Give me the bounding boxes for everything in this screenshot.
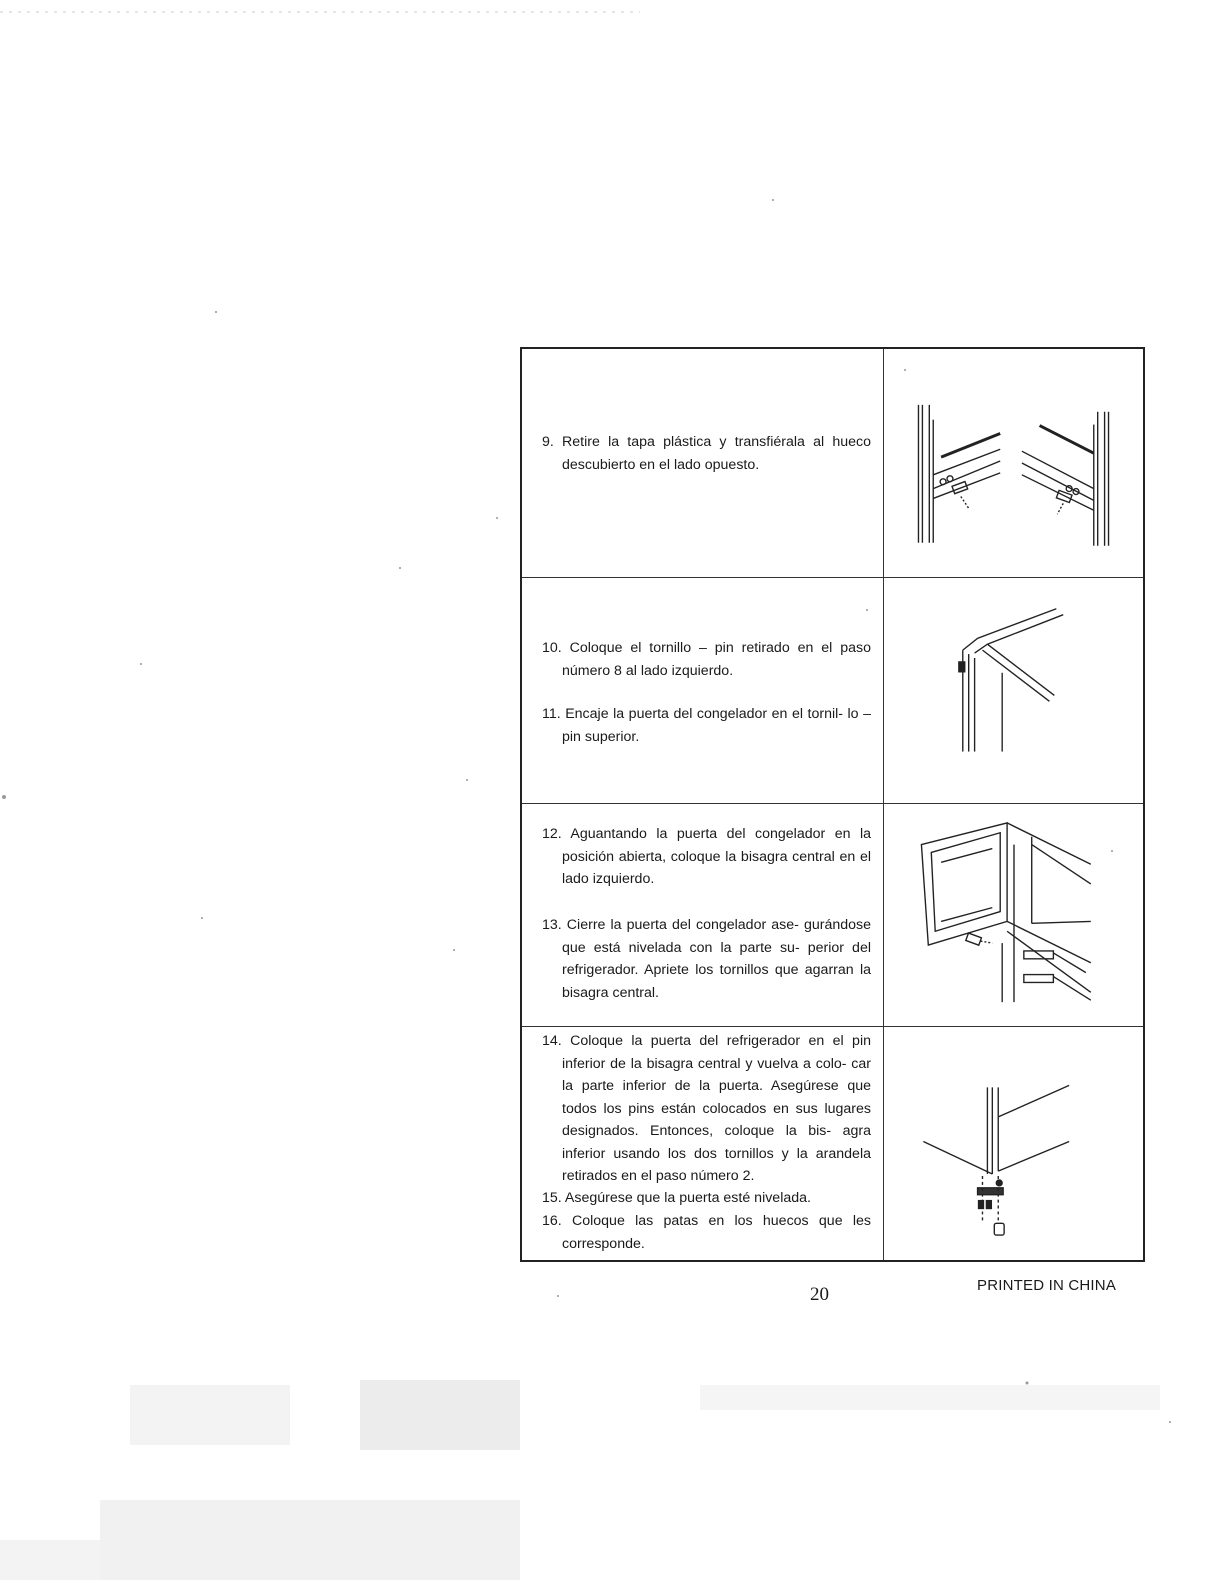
step-15: 15. Asegúrese que la puerta esté nivelada. (542, 1190, 811, 1206)
hinge-pin-illustration (884, 578, 1143, 803)
central-hinge-illustration (884, 804, 1143, 1026)
instruction-text-cell (522, 804, 884, 1026)
illustration-cell (884, 1027, 1143, 1260)
page-number: 20 (810, 1284, 829, 1305)
step-14: 14. Coloque la puerta del refrigerador en el pin inferior de la bisagra central y vuelva a colo- car la parte inferior de la puerta. Asegúrese que todos los pins están colocados en sus lugares designados. Entonces, coloque la bis- agra inferior usando los dos tornillos y la arandela retirados en el paso número 2. (542, 1033, 871, 1184)
step-11: 11. Encaje la puerta del congelador en el tornil- lo – pin superior. (542, 706, 871, 745)
instruction-table (520, 347, 1145, 1262)
instruction-text-cell (522, 1027, 884, 1260)
lower-hinge-illustration (884, 1027, 1143, 1260)
instruction-row-1 (522, 349, 1143, 577)
instruction-text-cell (522, 349, 884, 577)
printed-in-label: PRINTED IN CHINA (977, 1277, 1117, 1294)
illustration-cell (884, 578, 1143, 803)
instruction-row-4 (522, 1026, 1143, 1260)
step-13: 13. Cierre la puerta del congelador ase- gurándose que está nivelada con la parte su- perior del refrigerador. Apriete los tornillos que agarran la bisagra central. (542, 917, 871, 1001)
illustration-cell (884, 349, 1143, 577)
step-16: 16. Coloque las patas en los huecos que les corresponde. (542, 1213, 871, 1252)
step-9: 9. Retire la tapa plástica y transfiérala al hueco descubierto en el lado opuesto. (542, 434, 871, 473)
step-10: 10. Coloque el tornillo – pin retirado en el paso número 8 al lado izquierdo. (542, 640, 871, 679)
instruction-row-3 (522, 803, 1143, 1026)
step-12: 12. Aguantando la puerta del congelador en la posición abierta, coloque la bisagra central en el lado izquierdo. (542, 826, 871, 887)
instruction-row-2 (522, 577, 1143, 803)
instruction-text-cell (522, 578, 884, 803)
illustration-cell (884, 804, 1143, 1026)
plastic-cap-transfer-illustration (884, 349, 1143, 577)
